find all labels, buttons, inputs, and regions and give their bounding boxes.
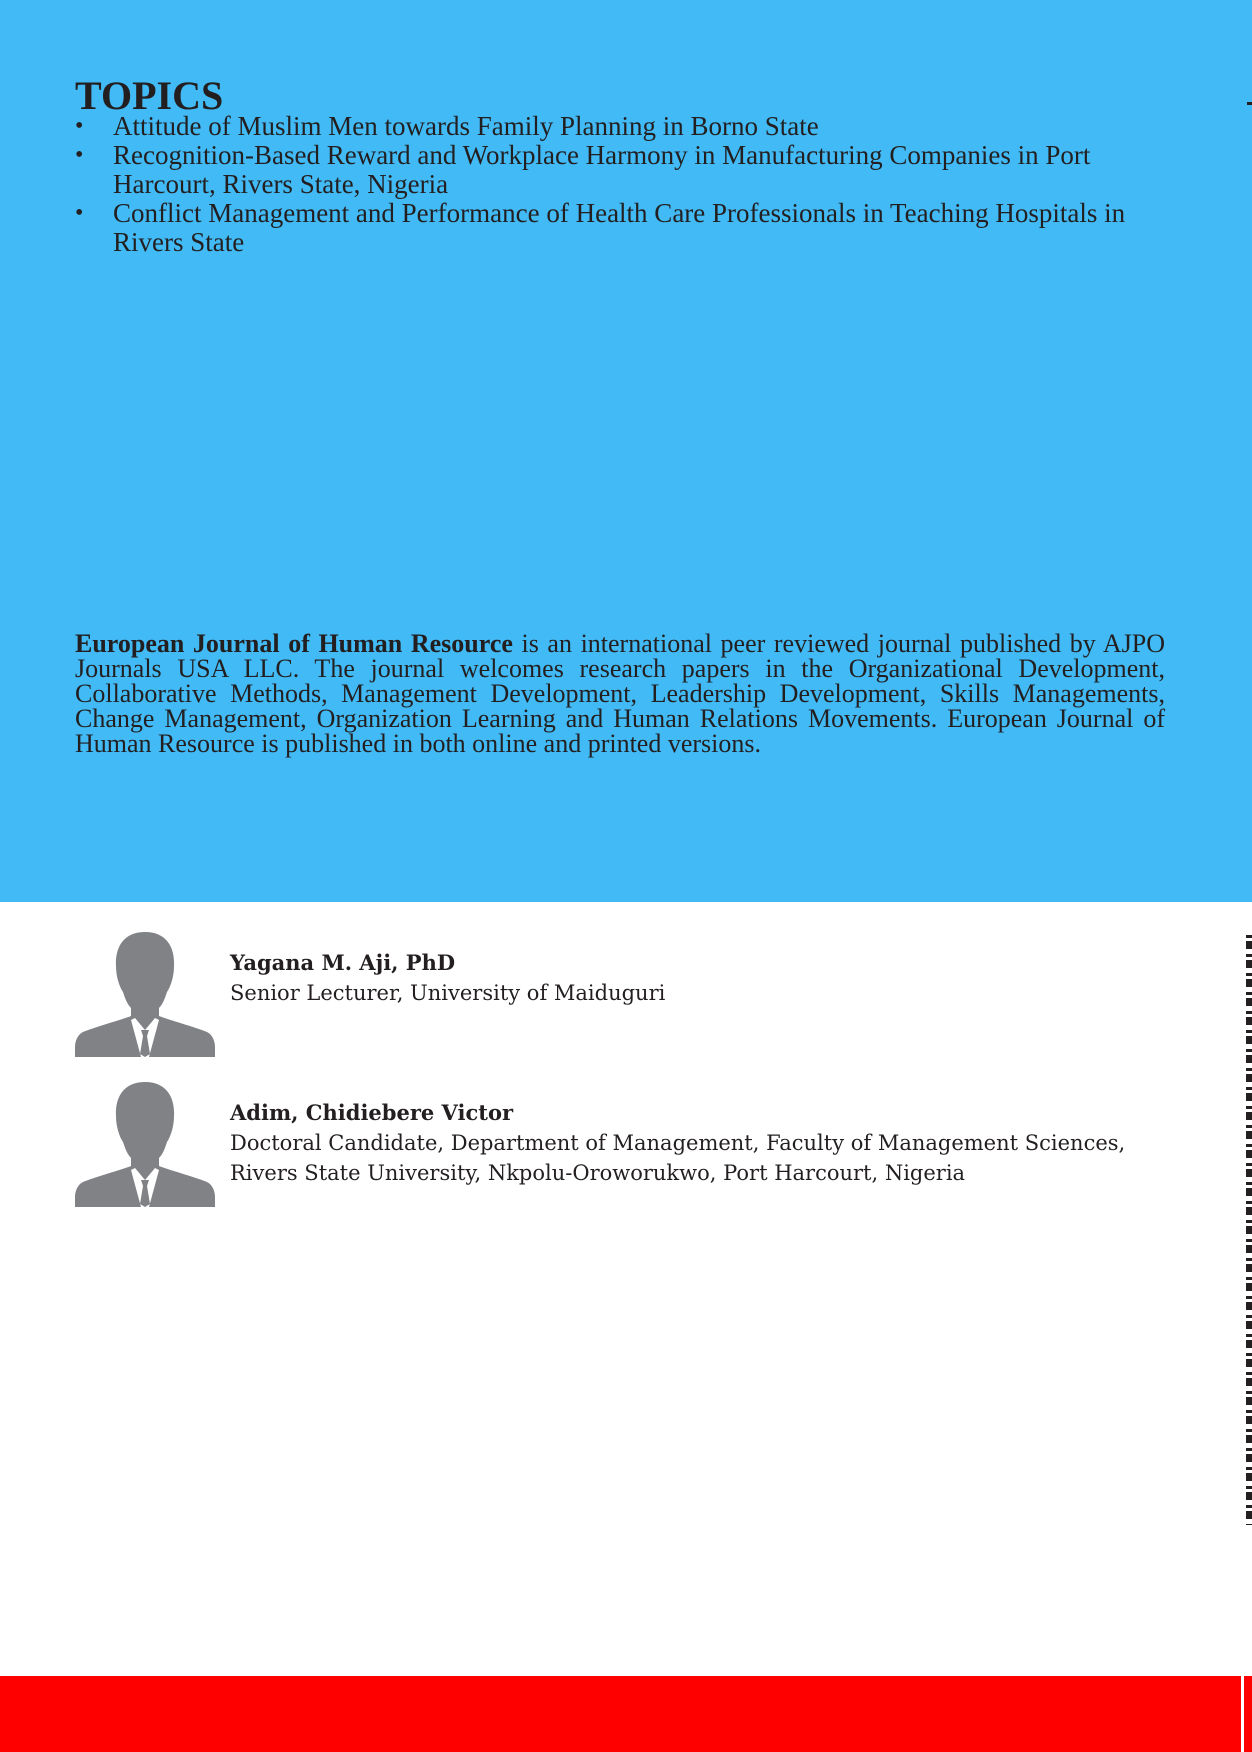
author-card [75, 932, 1175, 1057]
author-info [230, 948, 1170, 1008]
spine-footer-strip [1241, 1676, 1252, 1752]
author-card [75, 1082, 1175, 1207]
footer-band [0, 1676, 1241, 1752]
author-affiliation: Doctoral Candidate, Department of Management, Faculty of Management Sciences, Rivers State University, Nkpolu-Oroworukwo, Port Harcourt, Nigeria [230, 1131, 1126, 1185]
topic-text: Recognition-Based Reward and Workplace Harmony in Manufacturing Companies in Port Harcourt, Rivers State, Nigeria [113, 140, 1091, 199]
journal-description [75, 631, 1165, 756]
topics-title: TOPICS [75, 73, 224, 118]
journal-description-body: is an international peer reviewed journal published by AJPO Journals USA LLC. The journal welcomes research papers in the Organizational Development, Collaborative Methods, Management Development, Leadership Development, Skills Managements, Change Management, Organization Learning and Human Relations Movements. European Journal of Human Resource is published in both online and printed versions. [75, 629, 1165, 758]
topics-list [75, 112, 1135, 257]
author-info [230, 1098, 1170, 1188]
bullet-icon: • [75, 113, 84, 139]
topic-text: Conflict Management and Performance of Health Care Professionals in Teaching Hospitals in Rivers State [113, 198, 1126, 257]
person-silhouette-icon [75, 1082, 215, 1207]
person-silhouette-icon [75, 932, 215, 1057]
author-affiliation: Senior Lecturer, University of Maiduguri [230, 981, 666, 1005]
journal-name: European Journal of Human Resource [75, 629, 513, 658]
bullet-icon: • [75, 200, 84, 226]
spine-text-marks [1246, 935, 1252, 1525]
author-name: Yagana M. Aji, PhD [230, 950, 456, 975]
spine-edge-mark [1247, 102, 1252, 105]
topic-item [75, 141, 1135, 199]
topic-item [75, 112, 1135, 141]
topic-item [75, 199, 1135, 257]
bullet-icon: • [75, 142, 84, 168]
topic-text: Attitude of Muslim Men towards Family Planning in Borno State [113, 111, 819, 141]
author-name: Adim, Chidiebere Victor [230, 1100, 514, 1125]
